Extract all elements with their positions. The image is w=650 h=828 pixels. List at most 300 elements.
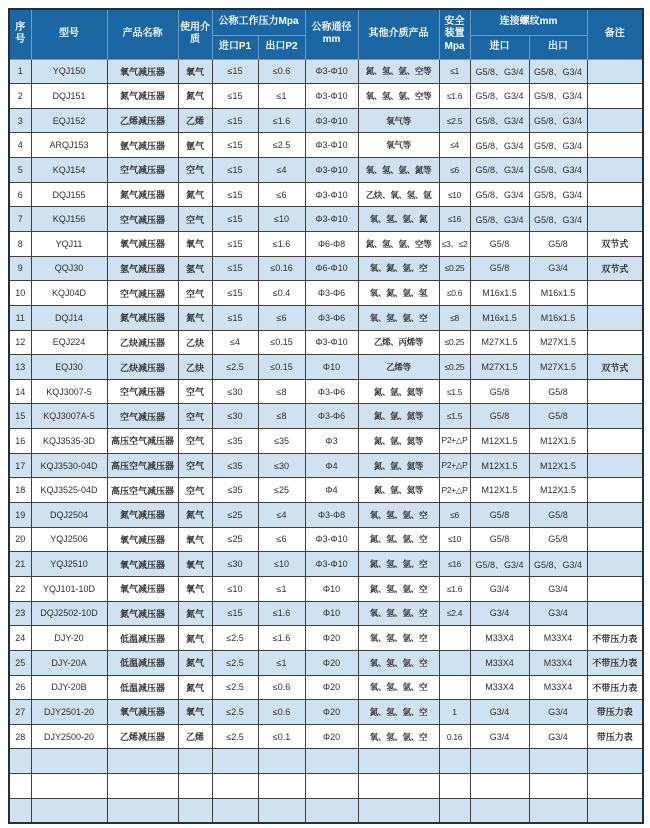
cell-model: DQJ155 bbox=[31, 182, 107, 207]
cell-p1: ≤15 bbox=[212, 281, 258, 306]
cell-p1: ≤2.5 bbox=[212, 724, 258, 749]
cell-no: 26 bbox=[9, 675, 31, 700]
cell-model: KQJ04D bbox=[31, 281, 107, 306]
cell-product: 氮气减压器 bbox=[107, 503, 178, 528]
cell-thread_out: G5/8、G3/4 bbox=[529, 182, 587, 207]
cell-empty bbox=[258, 774, 305, 799]
header-remark: 备注 bbox=[587, 9, 643, 59]
cell-p1: ≤4 bbox=[212, 330, 258, 355]
cell-p1: ≤15 bbox=[212, 231, 258, 256]
cell-other: 氮、氩、氦等 bbox=[358, 404, 439, 429]
cell-thread_in: M33X4 bbox=[470, 675, 529, 700]
cell-empty bbox=[9, 774, 31, 799]
cell-product: 空气减压器 bbox=[107, 379, 178, 404]
cell-medium: 空气 bbox=[178, 281, 212, 306]
cell-medium: 空气 bbox=[178, 453, 212, 478]
cell-no: 9 bbox=[9, 256, 31, 281]
cell-p1: ≤2.5 bbox=[212, 355, 258, 380]
cell-no: 24 bbox=[9, 626, 31, 651]
cell-remark bbox=[587, 429, 643, 454]
table-row bbox=[9, 576, 643, 601]
cell-empty bbox=[529, 749, 587, 774]
cell-p2: ≤35 bbox=[258, 429, 305, 454]
cell-model: DJY2501-20 bbox=[31, 700, 107, 725]
cell-medium: 氮气 bbox=[178, 182, 212, 207]
cell-diameter: Φ3-Φ6 bbox=[305, 404, 358, 429]
cell-model: EQJ224 bbox=[31, 330, 107, 355]
cell-remark: 双节式 bbox=[587, 231, 643, 256]
cell-product: 氧气减压器 bbox=[107, 700, 178, 725]
cell-thread_in: G5/8、G3/4 bbox=[470, 158, 529, 183]
cell-thread_out: G3/4 bbox=[529, 724, 587, 749]
cell-p2: ≤8 bbox=[258, 379, 305, 404]
cell-empty bbox=[258, 798, 305, 823]
cell-medium: 空气 bbox=[178, 404, 212, 429]
cell-p1: ≤2.5 bbox=[212, 675, 258, 700]
cell-thread_out: G5/8 bbox=[529, 503, 587, 528]
cell-medium: 乙炔 bbox=[178, 355, 212, 380]
cell-safety: 1 bbox=[439, 700, 470, 725]
cell-product: 空气减压器 bbox=[107, 158, 178, 183]
header-safety-device: 安全装置Mpa bbox=[439, 9, 470, 59]
cell-thread_out: M12X1.5 bbox=[529, 429, 587, 454]
cell-empty bbox=[470, 774, 529, 799]
cell-empty bbox=[358, 798, 439, 823]
cell-safety: P2+△P bbox=[439, 478, 470, 503]
header-diameter: 公称通径mm bbox=[305, 9, 358, 59]
cell-other: 氧、氢、氩、氮等 bbox=[358, 158, 439, 183]
cell-empty bbox=[258, 749, 305, 774]
cell-p2: ≤0.15 bbox=[258, 355, 305, 380]
cell-no: 10 bbox=[9, 281, 31, 306]
cell-diameter: Φ3 bbox=[305, 429, 358, 454]
cell-thread_out: G5/8、G3/4 bbox=[529, 108, 587, 133]
cell-thread_in: M16x1.5 bbox=[470, 305, 529, 330]
cell-diameter: Φ3-Φ10 bbox=[305, 133, 358, 158]
cell-other: 氧、氢、氩、氮 bbox=[358, 207, 439, 232]
cell-model: KQJ3007-5 bbox=[31, 379, 107, 404]
cell-p2: ≤10 bbox=[258, 207, 305, 232]
cell-remark bbox=[587, 601, 643, 626]
cell-thread_out: G3/4 bbox=[529, 256, 587, 281]
cell-product: 氧气减压器 bbox=[107, 576, 178, 601]
header-model: 型号 bbox=[31, 9, 107, 59]
cell-thread_out: G5/8 bbox=[529, 404, 587, 429]
cell-thread_out: G5/8、G3/4 bbox=[529, 133, 587, 158]
cell-safety: ≤6 bbox=[439, 503, 470, 528]
cell-diameter: Φ6-Φ10 bbox=[305, 256, 358, 281]
cell-no: 1 bbox=[9, 59, 31, 84]
cell-remark bbox=[587, 281, 643, 306]
cell-thread_in: G5/8、G3/4 bbox=[470, 182, 529, 207]
table-row bbox=[9, 527, 643, 552]
header-serial: 序号 bbox=[9, 9, 31, 59]
cell-p1: ≤15 bbox=[212, 158, 258, 183]
cell-other: 氧气等 bbox=[358, 133, 439, 158]
table-row bbox=[9, 626, 643, 651]
cell-empty bbox=[587, 749, 643, 774]
table-row bbox=[9, 429, 643, 454]
cell-empty bbox=[31, 798, 107, 823]
table-row bbox=[9, 84, 643, 109]
cell-p2: ≤10 bbox=[258, 552, 305, 577]
cell-other: 氮、氩、氦等 bbox=[358, 478, 439, 503]
table-row bbox=[9, 355, 643, 380]
cell-no: 3 bbox=[9, 108, 31, 133]
cell-safety: ≤8 bbox=[439, 305, 470, 330]
cell-other: 氮、氩、氦等 bbox=[358, 429, 439, 454]
cell-product: 氮气减压器 bbox=[107, 182, 178, 207]
cell-other: 氮、氢、氩、空等 bbox=[358, 231, 439, 256]
cell-empty bbox=[587, 798, 643, 823]
cell-medium: 空气 bbox=[178, 158, 212, 183]
cell-thread_in: G3/4 bbox=[470, 601, 529, 626]
cell-empty bbox=[178, 749, 212, 774]
cell-model: YQJ150 bbox=[31, 59, 107, 84]
cell-empty bbox=[439, 749, 470, 774]
cell-model: YQJ2506 bbox=[31, 527, 107, 552]
cell-empty bbox=[212, 798, 258, 823]
header-outlet-p2: 出口P2 bbox=[258, 35, 305, 59]
cell-no: 2 bbox=[9, 84, 31, 109]
cell-thread_in: M33X4 bbox=[470, 650, 529, 675]
cell-diameter: Φ10 bbox=[305, 355, 358, 380]
cell-p1: ≤15 bbox=[212, 601, 258, 626]
cell-model: DJY-20A bbox=[31, 650, 107, 675]
cell-safety: ≤0.6 bbox=[439, 281, 470, 306]
cell-product: 氮气减压器 bbox=[107, 601, 178, 626]
table-row bbox=[9, 650, 643, 675]
cell-empty bbox=[31, 749, 107, 774]
table-row bbox=[9, 379, 643, 404]
cell-no: 7 bbox=[9, 207, 31, 232]
table-row bbox=[9, 453, 643, 478]
table-row bbox=[9, 675, 643, 700]
empty-row bbox=[9, 798, 643, 823]
cell-other: 氮、氢、氩、空 bbox=[358, 527, 439, 552]
cell-model: QQJ30 bbox=[31, 256, 107, 281]
cell-safety bbox=[439, 675, 470, 700]
cell-p1: ≤35 bbox=[212, 429, 258, 454]
cell-empty bbox=[107, 798, 178, 823]
header-thread-out: 出口 bbox=[529, 35, 587, 59]
cell-empty bbox=[358, 749, 439, 774]
cell-product: 氮气减压器 bbox=[107, 305, 178, 330]
cell-p1: ≤15 bbox=[212, 207, 258, 232]
cell-thread_in: G5/8 bbox=[470, 379, 529, 404]
cell-diameter: Φ3-Φ6 bbox=[305, 379, 358, 404]
cell-p1: ≤30 bbox=[212, 552, 258, 577]
cell-thread_out: M12X1.5 bbox=[529, 453, 587, 478]
cell-other: 氮、氢、氩、空 bbox=[358, 700, 439, 725]
cell-other: 氧、氢、氩、空 bbox=[358, 675, 439, 700]
cell-empty bbox=[305, 774, 358, 799]
cell-no: 28 bbox=[9, 724, 31, 749]
cell-no: 16 bbox=[9, 429, 31, 454]
cell-model: DQJ2504 bbox=[31, 503, 107, 528]
cell-thread_out: G5/8、G3/4 bbox=[529, 158, 587, 183]
cell-safety: ≤0.25 bbox=[439, 256, 470, 281]
cell-medium: 氧气 bbox=[178, 576, 212, 601]
cell-p2: ≤4 bbox=[258, 503, 305, 528]
cell-empty bbox=[178, 798, 212, 823]
cell-p2: ≤1 bbox=[258, 650, 305, 675]
cell-thread_out: M27X1.5 bbox=[529, 330, 587, 355]
cell-thread_in: M27X1.5 bbox=[470, 330, 529, 355]
cell-other: 乙烯、丙烯等 bbox=[358, 330, 439, 355]
cell-model: KQJ3535-3D bbox=[31, 429, 107, 454]
cell-thread_in: G5/8 bbox=[470, 404, 529, 429]
cell-diameter: Φ20 bbox=[305, 724, 358, 749]
cell-p2: ≤8 bbox=[258, 404, 305, 429]
cell-empty bbox=[31, 774, 107, 799]
cell-remark bbox=[587, 478, 643, 503]
table-row bbox=[9, 404, 643, 429]
cell-remark bbox=[587, 305, 643, 330]
cell-safety: ≤16 bbox=[439, 552, 470, 577]
cell-thread_in: G5/8 bbox=[470, 256, 529, 281]
cell-diameter: Φ4 bbox=[305, 453, 358, 478]
cell-safety: ≤10 bbox=[439, 527, 470, 552]
cell-product: 氧气减压器 bbox=[107, 59, 178, 84]
cell-product: 空气减压器 bbox=[107, 281, 178, 306]
cell-product: 氧气减压器 bbox=[107, 552, 178, 577]
cell-safety: ≤0.25 bbox=[439, 355, 470, 380]
cell-empty bbox=[107, 749, 178, 774]
cell-other: 氧、氢、氩、空 bbox=[358, 650, 439, 675]
cell-model: KQJ154 bbox=[31, 158, 107, 183]
cell-medium: 乙烯 bbox=[178, 724, 212, 749]
cell-model: DJY-20 bbox=[31, 626, 107, 651]
cell-p1: ≤15 bbox=[212, 84, 258, 109]
cell-other: 氮、氩、氦等 bbox=[358, 453, 439, 478]
cell-diameter: Φ20 bbox=[305, 675, 358, 700]
cell-no: 15 bbox=[9, 404, 31, 429]
cell-p2: ≤6 bbox=[258, 527, 305, 552]
cell-empty bbox=[439, 774, 470, 799]
cell-remark bbox=[587, 379, 643, 404]
cell-empty bbox=[358, 774, 439, 799]
cell-thread_in: G3/4 bbox=[470, 576, 529, 601]
cell-no: 13 bbox=[9, 355, 31, 380]
cell-p2: ≤6 bbox=[258, 182, 305, 207]
cell-empty bbox=[305, 798, 358, 823]
cell-medium: 氮气 bbox=[178, 84, 212, 109]
cell-other: 氮、氢、氩、空 bbox=[358, 552, 439, 577]
cell-thread_in: G5/8、G3/4 bbox=[470, 59, 529, 84]
cell-other: 乙炔、氧、氢、氩 bbox=[358, 182, 439, 207]
cell-thread_out: M33X4 bbox=[529, 675, 587, 700]
cell-p1: ≤35 bbox=[212, 453, 258, 478]
cell-thread_out: G5/8 bbox=[529, 379, 587, 404]
cell-product: 氧气减压器 bbox=[107, 231, 178, 256]
cell-medium: 氮气 bbox=[178, 305, 212, 330]
cell-safety: ≤1.6 bbox=[439, 576, 470, 601]
cell-product: 氢气减压器 bbox=[107, 256, 178, 281]
cell-thread_in: G3/4 bbox=[470, 724, 529, 749]
cell-safety: ≤4 bbox=[439, 133, 470, 158]
cell-p2: ≤1.6 bbox=[258, 601, 305, 626]
cell-remark: 带压力表 bbox=[587, 700, 643, 725]
cell-safety: ≤3、≤2 bbox=[439, 231, 470, 256]
cell-remark: 不带压力表 bbox=[587, 650, 643, 675]
cell-remark: 双节式 bbox=[587, 256, 643, 281]
cell-p2: ≤0.6 bbox=[258, 59, 305, 84]
cell-p1: ≤35 bbox=[212, 478, 258, 503]
cell-p1: ≤15 bbox=[212, 256, 258, 281]
cell-safety: ≤1.5 bbox=[439, 379, 470, 404]
cell-safety: ≤1 bbox=[439, 59, 470, 84]
cell-empty bbox=[178, 774, 212, 799]
cell-thread_in: G5/8 bbox=[470, 503, 529, 528]
cell-diameter: Φ3-Φ10 bbox=[305, 182, 358, 207]
cell-medium: 氧气 bbox=[178, 59, 212, 84]
cell-model: DJY-20B bbox=[31, 675, 107, 700]
cell-p2: ≤1 bbox=[258, 576, 305, 601]
cell-thread_in: G5/8 bbox=[470, 231, 529, 256]
cell-medium: 氧气 bbox=[178, 552, 212, 577]
cell-medium: 氧气 bbox=[178, 527, 212, 552]
cell-model: EQJ152 bbox=[31, 108, 107, 133]
header-row-groups bbox=[9, 9, 643, 35]
cell-thread_out: M27X1.5 bbox=[529, 355, 587, 380]
cell-product: 空气减压器 bbox=[107, 207, 178, 232]
cell-product: 高压空气减压器 bbox=[107, 453, 178, 478]
cell-medium: 氮气 bbox=[178, 626, 212, 651]
cell-product: 乙烯减压器 bbox=[107, 108, 178, 133]
cell-diameter: Φ10 bbox=[305, 601, 358, 626]
cell-remark bbox=[587, 552, 643, 577]
cell-p2: ≤0.1 bbox=[258, 724, 305, 749]
cell-medium: 氢气 bbox=[178, 256, 212, 281]
cell-p1: ≤15 bbox=[212, 108, 258, 133]
cell-p2: ≤30 bbox=[258, 453, 305, 478]
cell-p1: ≤30 bbox=[212, 379, 258, 404]
cell-diameter: Φ3-Φ10 bbox=[305, 158, 358, 183]
cell-model: YQJ11 bbox=[31, 231, 107, 256]
cell-medium: 氧气 bbox=[178, 231, 212, 256]
cell-other: 氧、氢、氩、空 bbox=[358, 503, 439, 528]
cell-medium: 乙烯 bbox=[178, 108, 212, 133]
cell-remark bbox=[587, 158, 643, 183]
table-row bbox=[9, 601, 643, 626]
cell-p1: ≤2.5 bbox=[212, 650, 258, 675]
cell-other: 氧、氢、氩、空 bbox=[358, 626, 439, 651]
cell-p1: ≤25 bbox=[212, 527, 258, 552]
cell-model: DQJ151 bbox=[31, 84, 107, 109]
empty-row bbox=[9, 749, 643, 774]
cell-empty bbox=[439, 798, 470, 823]
header-other-media: 其他介质产品 bbox=[358, 9, 439, 59]
cell-thread_in: G3/4 bbox=[470, 700, 529, 725]
cell-remark bbox=[587, 453, 643, 478]
cell-other: 乙烯等 bbox=[358, 355, 439, 380]
cell-thread_in: G5/8、G3/4 bbox=[470, 133, 529, 158]
cell-thread_out: G5/8 bbox=[529, 231, 587, 256]
cell-safety bbox=[439, 650, 470, 675]
cell-remark bbox=[587, 84, 643, 109]
cell-safety bbox=[439, 626, 470, 651]
cell-other: 氧、氮、氩、氢 bbox=[358, 281, 439, 306]
cell-product: 低温减压器 bbox=[107, 650, 178, 675]
cell-p1: ≤15 bbox=[212, 133, 258, 158]
empty-row bbox=[9, 774, 643, 799]
table-row bbox=[9, 305, 643, 330]
cell-other: 氧、氢、氩、空 bbox=[358, 601, 439, 626]
cell-p2: ≤0.15 bbox=[258, 330, 305, 355]
cell-diameter: Φ3-Φ10 bbox=[305, 84, 358, 109]
cell-empty bbox=[212, 749, 258, 774]
cell-no: 6 bbox=[9, 182, 31, 207]
cell-empty bbox=[9, 798, 31, 823]
cell-other: 氮、氢、氩、空 bbox=[358, 576, 439, 601]
cell-other: 氧气等 bbox=[358, 108, 439, 133]
cell-diameter: Φ3-Φ10 bbox=[305, 330, 358, 355]
cell-diameter: Φ3-Φ6 bbox=[305, 305, 358, 330]
cell-model: YQJ2510 bbox=[31, 552, 107, 577]
cell-no: 4 bbox=[9, 133, 31, 158]
cell-model: DQJ2502-10D bbox=[31, 601, 107, 626]
cell-diameter: Φ3-Φ8 bbox=[305, 503, 358, 528]
cell-thread_in: G5/8、G3/4 bbox=[470, 207, 529, 232]
cell-model: KQJ3530-04D bbox=[31, 453, 107, 478]
cell-safety: ≤10 bbox=[439, 182, 470, 207]
cell-model: DJY2500-20 bbox=[31, 724, 107, 749]
cell-thread_in: M27X1.5 bbox=[470, 355, 529, 380]
cell-product: 低温减压器 bbox=[107, 626, 178, 651]
header-thread-group: 连接螺纹mm bbox=[470, 9, 587, 35]
cell-model: KQJ156 bbox=[31, 207, 107, 232]
table-row bbox=[9, 108, 643, 133]
cell-product: 乙炔减压器 bbox=[107, 355, 178, 380]
cell-p1: ≤15 bbox=[212, 305, 258, 330]
cell-safety: ≤0.25 bbox=[439, 330, 470, 355]
cell-other: 氧、氢、氩、空 bbox=[358, 724, 439, 749]
cell-diameter: Φ3-Φ10 bbox=[305, 59, 358, 84]
cell-remark bbox=[587, 330, 643, 355]
cell-p2: ≤4 bbox=[258, 158, 305, 183]
cell-other: 氮、氩、氦等 bbox=[358, 379, 439, 404]
table-row bbox=[9, 724, 643, 749]
cell-empty bbox=[587, 774, 643, 799]
cell-other: 氧、氢、氩、空 bbox=[358, 305, 439, 330]
cell-diameter: Φ3-Φ10 bbox=[305, 207, 358, 232]
cell-safety: P2+△P bbox=[439, 453, 470, 478]
cell-thread_out: G5/8、G3/4 bbox=[529, 59, 587, 84]
cell-medium: 氮气 bbox=[178, 675, 212, 700]
cell-no: 25 bbox=[9, 650, 31, 675]
table-row bbox=[9, 478, 643, 503]
cell-product: 氧气减压器 bbox=[107, 527, 178, 552]
cell-thread_in: G5/8、G3/4 bbox=[470, 84, 529, 109]
cell-remark bbox=[587, 108, 643, 133]
cell-empty bbox=[529, 774, 587, 799]
cell-safety: ≤2.4 bbox=[439, 601, 470, 626]
cell-p2: ≤0.16 bbox=[258, 256, 305, 281]
cell-product: 乙烯减压器 bbox=[107, 724, 178, 749]
cell-remark bbox=[587, 59, 643, 84]
cell-p2: ≤1 bbox=[258, 84, 305, 109]
header-medium: 使用介质 bbox=[178, 9, 212, 59]
cell-no: 8 bbox=[9, 231, 31, 256]
cell-safety: P2+△P bbox=[439, 429, 470, 454]
cell-p2: ≤0.6 bbox=[258, 700, 305, 725]
table-row bbox=[9, 207, 643, 232]
table-row bbox=[9, 231, 643, 256]
cell-diameter: Φ20 bbox=[305, 650, 358, 675]
table-row bbox=[9, 330, 643, 355]
cell-thread_out: M16x1.5 bbox=[529, 305, 587, 330]
